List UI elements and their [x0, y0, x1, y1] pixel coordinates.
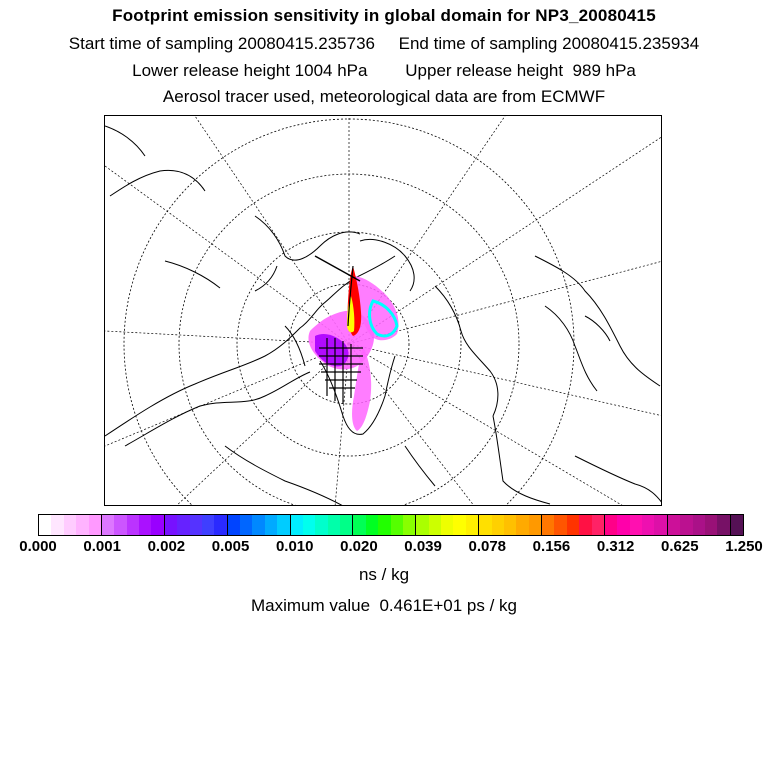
- maximum-value-text: Maximum value 0.461E+01 ps / kg: [251, 596, 517, 615]
- tracer-info-line: Aerosol tracer used, meteorological data are from ECMWF: [162, 87, 606, 106]
- colorbar-cell: [717, 515, 729, 535]
- colorbar-tick-label: 0.001: [83, 538, 121, 555]
- colorbar-cell: [328, 515, 340, 535]
- coastline: [285, 326, 305, 366]
- upper-release-label: Upper release height 989 hPa: [405, 61, 636, 80]
- coastline: [255, 216, 360, 260]
- colorbar-cell: [214, 515, 226, 535]
- coastline: [165, 261, 220, 288]
- colorbar-tick-label: 0.156: [532, 538, 571, 555]
- colorbar-cell: [478, 515, 491, 535]
- colorbar-cell: [89, 515, 101, 535]
- colorbar-tick-label: 1.250: [725, 538, 763, 555]
- meridian: [105, 166, 349, 344]
- colorbar-cell: [693, 515, 705, 535]
- colorbar-cell: [429, 515, 441, 535]
- colorbar-cell: [504, 515, 516, 535]
- colorbar-cell: [730, 515, 743, 535]
- colorbar-cell: [516, 515, 528, 535]
- colorbar-tick-label: 0.002: [147, 538, 186, 555]
- colorbar-cell: [64, 515, 76, 535]
- coastline: [575, 456, 662, 504]
- colorbar-cell: [252, 515, 264, 535]
- colorbar-cell: [466, 515, 478, 535]
- colorbar-cell: [667, 515, 680, 535]
- colorbar-cell: [378, 515, 390, 535]
- coastline: [535, 256, 660, 386]
- start-time-label: Start time of sampling 20080415.235736: [68, 34, 376, 53]
- meridian: [175, 344, 349, 506]
- colorbar-cell: [492, 515, 504, 535]
- colorbar-cell: [277, 515, 289, 535]
- colorbar-cell: [617, 515, 629, 535]
- colorbar-cell: [177, 515, 189, 535]
- colorbar-cell: [265, 515, 277, 535]
- colorbar-tick-label: 0.000: [19, 538, 57, 555]
- polar-map: [105, 116, 662, 506]
- colorbar-cell: [415, 515, 428, 535]
- sampling-times-line: [0, 34, 768, 54]
- colorbar-cell: [391, 515, 403, 535]
- colorbar-tick-label: 0.312: [596, 538, 635, 555]
- colorbar-cell: [705, 515, 717, 535]
- colorbar-cell: [441, 515, 453, 535]
- footprint-plume: [308, 256, 398, 431]
- colorbar-cell: [541, 515, 554, 535]
- coastline: [405, 446, 435, 486]
- colorbar-tick-label: 0.020: [340, 538, 378, 555]
- colorbar-cell: [340, 515, 352, 535]
- colorbar-cell: [403, 515, 415, 535]
- colorbar-tick-label: 0.039: [404, 538, 442, 555]
- colorbar-cell: [366, 515, 378, 535]
- colorbar-cell: [151, 515, 163, 535]
- colorbar-cell: [604, 515, 617, 535]
- meridian: [195, 116, 349, 344]
- colorbar-cell: [630, 515, 642, 535]
- colorbar-cell: [592, 515, 604, 535]
- colorbar-tick-label: 0.010: [275, 538, 314, 555]
- plot-title: Footprint emission sensitivity in global domain for NP3_20080415: [112, 6, 656, 25]
- coastline: [225, 446, 345, 506]
- lower-release-label: Lower release height 1004 hPa: [132, 61, 368, 80]
- coastline: [435, 286, 498, 416]
- coastline: [105, 126, 145, 156]
- colorbar-ticks: [0, 538, 768, 558]
- colorbar-cell: [554, 515, 566, 535]
- colorbar-cell: [529, 515, 541, 535]
- colorbar-cell: [654, 515, 666, 535]
- colorbar-cell: [352, 515, 365, 535]
- colorbar-cell: [290, 515, 303, 535]
- colorbar-cell: [303, 515, 315, 535]
- colorbar-tick-label: 0.005: [211, 538, 250, 555]
- colorbar-cell: [139, 515, 151, 535]
- colorbar-cell: [190, 515, 202, 535]
- colorbar-cell: [240, 515, 252, 535]
- release-height-line: [0, 61, 768, 81]
- colorbar-unit: ns / kg: [358, 565, 410, 584]
- colorbar-cell: [114, 515, 126, 535]
- colorbar-tick-label: 0.625: [661, 538, 699, 555]
- coastline: [493, 416, 550, 504]
- colorbar-cell: [51, 515, 63, 535]
- colorbar-cell: [202, 515, 214, 535]
- polar-map-frame: [104, 115, 662, 506]
- colorbar-cell: [127, 515, 139, 535]
- colorbar: [38, 514, 744, 536]
- coastline: [110, 170, 205, 196]
- meridian: [105, 344, 349, 446]
- colorbar-cell: [567, 515, 579, 535]
- colorbar-cell: [164, 515, 177, 535]
- colorbar-cell: [227, 515, 240, 535]
- end-time-label: End time of sampling 20080415.235934: [398, 34, 700, 53]
- colorbar-cell: [101, 515, 114, 535]
- colorbar-tick-label: 0.078: [468, 538, 507, 555]
- colorbar-cell: [680, 515, 692, 535]
- colorbar-cell: [579, 515, 591, 535]
- colorbar-cell: [642, 515, 654, 535]
- coastline: [125, 372, 310, 446]
- colorbar-cell: [39, 515, 51, 535]
- colorbar-cell: [315, 515, 327, 535]
- colorbar-cell: [453, 515, 465, 535]
- colorbar-cell: [76, 515, 88, 535]
